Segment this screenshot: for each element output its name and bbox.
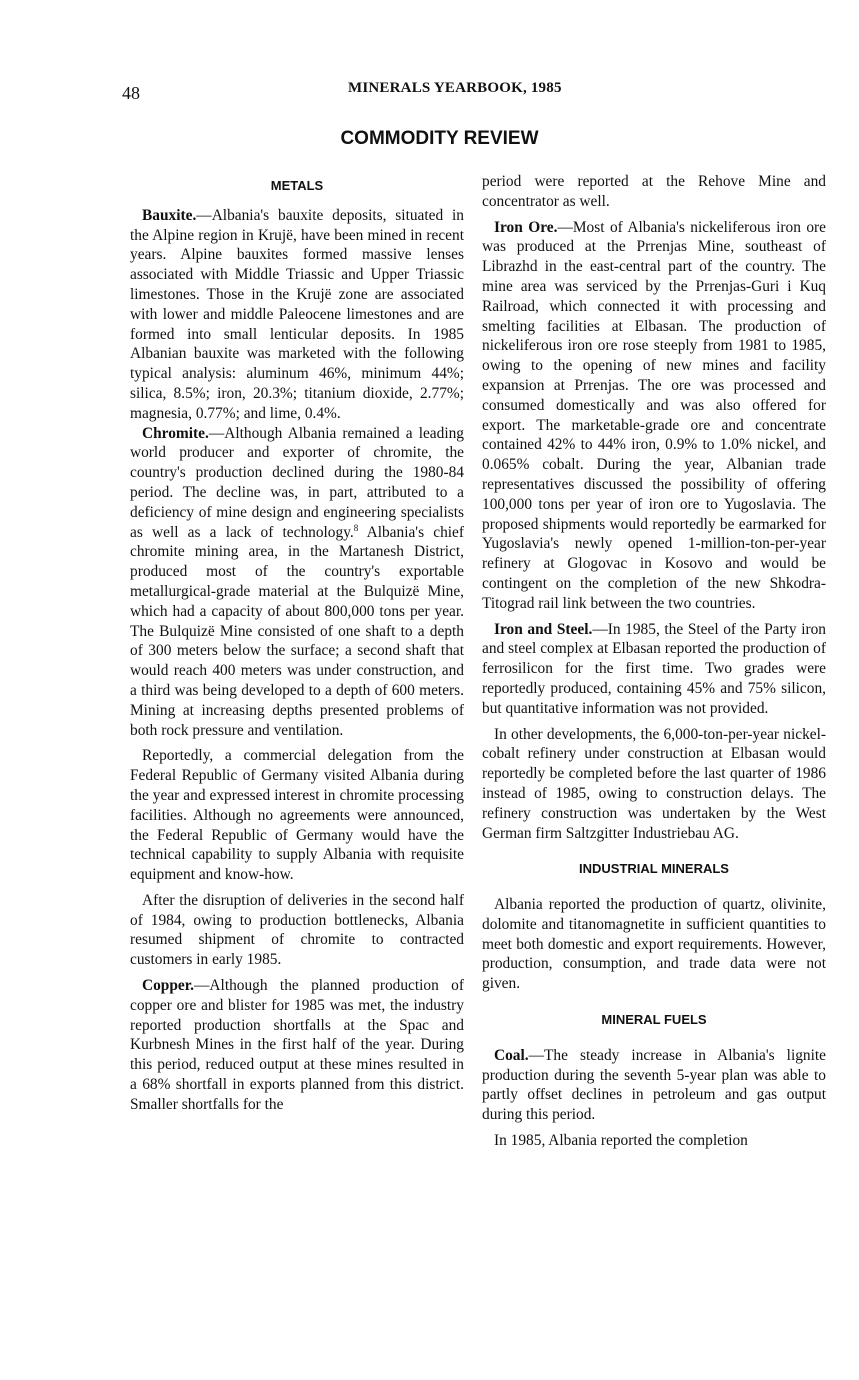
chromite-paragraph (130, 424, 464, 741)
iron-steel-paragraph (482, 620, 826, 719)
page-title: COMMODITY REVIEW (340, 128, 539, 149)
completion-paragraph: In 1985, Albania reported the completion (494, 1132, 748, 1150)
coal-paragraph (482, 1046, 826, 1125)
chromite-label: Chromite. (142, 424, 209, 442)
delegation-paragraph: Reportedly, a commercial delegation from the Federal Republic of Germany visited Albania during the year and expressed interest in chromite processing facilities. Although no agreements were announced, the Federal Republic of Germany would have the technical capability to supply Albania with requisite equipment and know-how. (130, 747, 464, 884)
iron-ore-paragraph (482, 218, 826, 614)
mineral-fuels-heading: MINERAL FUELS (601, 1012, 707, 1028)
page-number: 48 (122, 83, 140, 103)
bauxite-text: —Albania's bauxite deposits, situated in the Alpine region in Krujë, have been mined in recent years. Alpine bauxites formed massive lenses associated with Middle Triassic and Upper Triassic limestones. Those in the Krujë zone are associated with lower and middle Paleocene limestones and are formed into small lenticular deposits. In 1985 Albanian bauxite was marketed with the following typical analysis: aluminum 46%, minimum 44%; silica, 8.5%; iron, 20.3%; titanium dioxide, 2.77%; magnesia, 0.77%; and lime, 0.4%. (130, 206, 464, 422)
iron-ore-text: —Most of Albania's nickeliferous iron ore was produced at the Prrenjas Mine, southeast of Librazhd in the east-central part of the country. The mine area was serviced by the Prrenjas-Guri i Kuq Railroad, which connected it with processing and smelting facilities at Elbasan. The production of nickeliferous iron ore rose steeply from 1981 to 1985, owing to the opening of new mines and facility expansion at Prrenjas. The ore was processed and consumed domestically and was also offered for export. The marketable-grade ore and concentrate contained 42% to 44% iron, 0.9% to 1.0% nickel, and 0.065% cobalt. During the year, Albanian trade representatives discussed the possibility of offering 100,000 tons per year of iron ore to Yugoslavia. The proposed shipments would reportedly be earmarked for Yugoslavia's newly opened 1-million-ton-per-year refinery at Glogovac in Kosovo and would be contingent on the completion of the new Shkodra-Titograd rail link between the two countries. (482, 218, 826, 612)
copper-label: Copper. (142, 977, 195, 995)
iron-ore-label: Iron Ore. (494, 218, 558, 236)
coal-label: Coal. (494, 1046, 529, 1064)
bauxite-label: Bauxite. (142, 206, 197, 224)
iron-steel-text: —In 1985, the Steel of the Party iron and steel complex at Elbasan reported the production of ferrosilicon for the first time. Two grades were reportedly produced, containing 45% and 75% silicon, but quantitative information was not provided. (482, 620, 826, 717)
industrial-minerals-paragraph: Albania reported the production of quartz, olivinite, dolomite and titanomagnetite in sufficient quantities to meet both domestic and export requirements. However, production, consumption, and trade data were not given. (482, 896, 826, 993)
copper-paragraph (130, 976, 464, 1115)
copper-continued: period were reported at the Rehove Mine and concentrator as well. (482, 173, 826, 210)
refinery-paragraph: In other developments, the 6,000-ton-per-year nickel-cobalt refinery under construction at Elbasan would reportedly be completed before the last quarter of 1986 instead of 1985, owing to construction delays. The refinery construction was undertaken by the West German firm Saltzgitter Industriebau AG. (482, 725, 826, 842)
disruption-paragraph: After the disruption of deliveries in the second half of 1984, owing to production bottlenecks, Albania resumed shipment of chromite to contracted customers in early 1985. (130, 891, 464, 969)
chromite-text-b: Albania's chief chromite mining area, in the Martanesh District, produced most of the country's exportable metallurgical-grade material at the Bulquizë Mine, which had a capacity of about 800,000 tons per year. The Bulquizë Mine consisted of one shaft to a depth of 300 meters below the surface; a second shaft that would reach 400 meters was under construction, and a third was being developed to a depth of 600 meters. Mining at increasing depths presented problems of both rock pressure and ventilation. (130, 523, 465, 739)
footnote-marker: 8 (353, 522, 359, 533)
coal-text: —The steady increase in Albania's lignite production during the seventh 5-year plan was able to partly offset declines in petroleum and gas output during this period. (482, 1046, 826, 1124)
industrial-minerals-heading: INDUSTRIAL MINERALS (579, 861, 729, 877)
left-column (130, 172, 464, 1115)
chromite-text-a: —Although Albania remained a leading world producer and exporter of chromite, the country's production declined during the 1980-84 period. The decline was, in part, attributed to a deficiency of mine design and engineering specialists as well as a lack of technology. (130, 424, 464, 541)
copper-text: —Although the planned production of copper ore and blister for 1985 was met, the industry reported production shortfalls at the Spac and Kurbnesh Mines in the first half of the year. During this period, reduced output at these mines resulted in a 68% shortfall in exports planned from this district. Smaller shortfalls for the (130, 977, 464, 1113)
iron-steel-label: Iron and Steel. (494, 620, 593, 638)
bauxite-paragraph (130, 206, 464, 424)
right-column (482, 172, 826, 1151)
running-title: MINERALS YEARBOOK, 1985 (348, 80, 562, 96)
metals-heading: METALS (270, 178, 324, 193)
